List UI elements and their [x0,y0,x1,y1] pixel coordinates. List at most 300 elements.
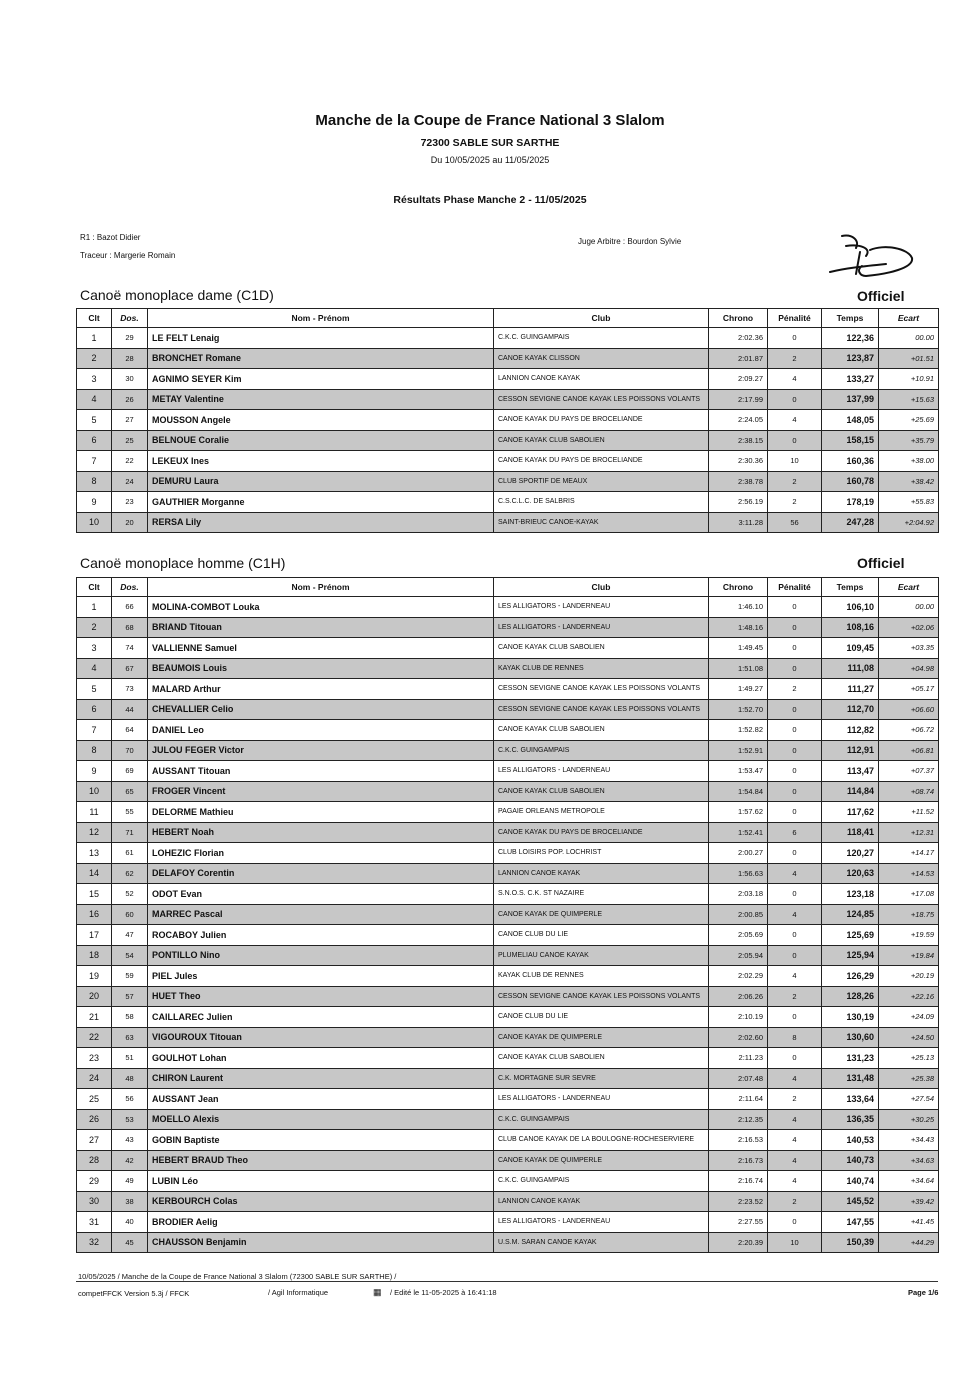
chrono-cell: 1:52.91 [709,740,768,761]
club-cell: CLUB SPORTIF DE MEAUX [494,471,709,492]
c1h-section-title: Canoë monoplace homme (C1H) [80,555,286,571]
chrono-cell: 2:11.64 [709,1089,768,1110]
gap-cell: +35.79 [879,430,939,451]
penalty-cell: 2 [768,348,822,369]
table-row [77,802,939,823]
chrono-cell: 1:56.63 [709,863,768,884]
rank-cell: 6 [77,430,112,451]
chrono-cell: 2:30.36 [709,451,768,472]
name-cell: ROCABOY Julien [148,925,494,946]
gap-cell: +02.06 [879,617,939,638]
penalty-cell: 0 [768,802,822,823]
penalty-cell: 0 [768,884,822,905]
penalty-cell: 4 [768,966,822,987]
bib-cell: 44 [112,699,148,720]
c1d-status: Officiel [857,288,905,304]
time-cell: 133,27 [822,369,879,390]
table-row [77,843,939,864]
rank-cell: 11 [77,802,112,823]
club-cell: C.S.C.L.C. DE SALBRIS [494,492,709,513]
col-chrono: Chrono [709,578,768,597]
c1h-status: Officiel [857,555,905,571]
time-cell: 140,74 [822,1171,879,1192]
penalty-cell: 0 [768,761,822,782]
name-cell: PONTILLO Nino [148,945,494,966]
gap-cell: +2:04.92 [879,512,939,533]
time-cell: 111,27 [822,679,879,700]
bib-cell: 25 [112,430,148,451]
table-row [77,1171,939,1192]
rank-cell: 12 [77,822,112,843]
name-cell: GAUTHIER Morganne [148,492,494,513]
bib-cell: 56 [112,1089,148,1110]
chrono-cell: 2:00.27 [709,843,768,864]
table-row [77,863,939,884]
table-row [77,1007,939,1028]
gap-cell: +24.50 [879,1027,939,1048]
gap-cell: +15.63 [879,389,939,410]
penalty-cell: 56 [768,512,822,533]
table-row [77,369,939,390]
time-cell: 150,39 [822,1232,879,1253]
rank-cell: 20 [77,986,112,1007]
col-penalite: Pénalité [768,578,822,597]
rank-cell: 8 [77,471,112,492]
footer-edited: / Edité le 11-05-2025 à 16:41:18 [390,1288,497,1297]
time-cell: 137,99 [822,389,879,410]
penalty-cell: 0 [768,389,822,410]
time-cell: 120,63 [822,863,879,884]
time-cell: 106,10 [822,597,879,618]
gap-cell: +01.51 [879,348,939,369]
time-cell: 136,35 [822,1109,879,1130]
chrono-cell: 2:02.29 [709,966,768,987]
club-cell: PLUMELIAU CANOE KAYAK [494,945,709,966]
gap-cell: +05.17 [879,679,939,700]
table-row [77,492,939,513]
club-cell: LES ALLIGATORS - LANDERNEAU [494,1089,709,1110]
time-cell: 117,62 [822,802,879,823]
table-row [77,904,939,925]
bib-cell: 48 [112,1068,148,1089]
penalty-cell: 4 [768,1109,822,1130]
penalty-cell: 4 [768,904,822,925]
footer-version: competFFCK Version 5.3j / FFCK [78,1289,190,1298]
club-cell: LANNION CANOE KAYAK [494,863,709,884]
bib-cell: 28 [112,348,148,369]
club-cell: CESSON SEVIGNE CANOE KAYAK LES POISSONS VOLANTS [494,679,709,700]
chrono-cell: 2:11.23 [709,1048,768,1069]
name-cell: MOUSSON Angele [148,410,494,431]
table-row [77,1212,939,1233]
rank-cell: 8 [77,740,112,761]
penalty-cell: 2 [768,986,822,1007]
gap-cell: +41.45 [879,1212,939,1233]
time-cell: 125,94 [822,945,879,966]
time-cell: 125,69 [822,925,879,946]
penalty-cell: 2 [768,492,822,513]
phase-title: Résultats Phase Manche 2 - 11/05/2025 [393,194,587,206]
chrono-cell: 1:52.70 [709,699,768,720]
col-nom: Nom - Prénom [148,578,494,597]
gap-cell: 00.00 [879,597,939,618]
juge-label: Juge Arbitre : Bourdon Sylvie [578,237,682,246]
bib-cell: 70 [112,740,148,761]
chrono-cell: 2:38.78 [709,471,768,492]
club-cell: CANOE KAYAK DU PAYS DE BROCELIANDE [494,822,709,843]
penalty-cell: 2 [768,1191,822,1212]
table-row [77,430,939,451]
chrono-cell: 2:16.53 [709,1130,768,1151]
rank-cell: 9 [77,492,112,513]
bib-cell: 55 [112,802,148,823]
club-cell: CESSON SEVIGNE CANOE KAYAK LES POISSONS VOLANTS [494,389,709,410]
bib-cell: 65 [112,781,148,802]
club-cell: PAGAIE ORLEANS METROPOLE [494,802,709,823]
penalty-cell: 0 [768,617,822,638]
bib-cell: 69 [112,761,148,782]
rank-cell: 2 [77,617,112,638]
col-club: Club [494,309,709,328]
penalty-cell: 10 [768,1232,822,1253]
penalty-cell: 2 [768,679,822,700]
time-cell: 122,36 [822,328,879,349]
chrono-cell: 2:05.94 [709,945,768,966]
col-ecart: Ecart [879,309,939,328]
gap-cell: +18.75 [879,904,939,925]
rank-cell: 23 [77,1048,112,1069]
club-cell: LES ALLIGATORS - LANDERNEAU [494,761,709,782]
table-row [77,471,939,492]
name-cell: VALLIENNE Samuel [148,638,494,659]
name-cell: GOULHOT Lohan [148,1048,494,1069]
chrono-cell: 1:53.47 [709,761,768,782]
club-cell: CANOE KAYAK DU PAYS DE BROCELIANDE [494,451,709,472]
time-cell: 108,16 [822,617,879,638]
name-cell: ODOT Evan [148,884,494,905]
footer-agil: / Agil Informatique [268,1288,329,1297]
chrono-cell: 1:52.41 [709,822,768,843]
table-row [77,597,939,618]
gap-cell: +08.74 [879,781,939,802]
time-cell: 133,64 [822,1089,879,1110]
bib-cell: 24 [112,471,148,492]
penalty-cell: 0 [768,781,822,802]
penalty-cell: 0 [768,1048,822,1069]
name-cell: HUET Theo [148,986,494,1007]
gap-cell: +34.64 [879,1171,939,1192]
rank-cell: 9 [77,761,112,782]
rank-cell: 21 [77,1007,112,1028]
name-cell: MARREC Pascal [148,904,494,925]
club-cell: CESSON SEVIGNE CANOE KAYAK LES POISSONS VOLANTS [494,699,709,720]
chrono-cell: 2:27.55 [709,1212,768,1233]
table-row [77,328,939,349]
document-title: Manche de la Coupe de France National 3 Slalom [315,112,665,129]
table-row [77,761,939,782]
traceur-label: Traceur : Margerie Romain [80,251,176,260]
bib-cell: 74 [112,638,148,659]
penalty-cell: 2 [768,471,822,492]
table-row [77,966,939,987]
club-cell: CANOE KAYAK DE QUIMPERLE [494,1027,709,1048]
chrono-cell: 1:54.84 [709,781,768,802]
name-cell: BRIAND Titouan [148,617,494,638]
rank-cell: 30 [77,1191,112,1212]
table-row [77,699,939,720]
chrono-cell: 2:38.15 [709,430,768,451]
club-cell: CANOE KAYAK CLUB SABOLIEN [494,430,709,451]
bib-cell: 66 [112,597,148,618]
club-cell: U.S.M. SARAN CANOE KAYAK [494,1232,709,1253]
name-cell: VIGOUROUX Titouan [148,1027,494,1048]
gap-cell: +24.09 [879,1007,939,1028]
penalty-cell: 2 [768,1089,822,1110]
gap-cell: +39.42 [879,1191,939,1212]
time-cell: 113,47 [822,761,879,782]
rank-cell: 4 [77,389,112,410]
col-clt: Clt [77,309,112,328]
rank-cell: 1 [77,597,112,618]
name-cell: BELNOUE Coralie [148,430,494,451]
bib-cell: 63 [112,1027,148,1048]
chrono-cell: 2:06.26 [709,986,768,1007]
rank-cell: 3 [77,369,112,390]
penalty-cell: 0 [768,699,822,720]
club-cell: CANOE CLUB DU LIE [494,925,709,946]
rank-cell: 10 [77,781,112,802]
gap-cell: +11.52 [879,802,939,823]
table-row [77,1089,939,1110]
table-row [77,1048,939,1069]
bib-cell: 62 [112,863,148,884]
gap-cell: +06.60 [879,699,939,720]
chrono-cell: 1:48.16 [709,617,768,638]
chrono-cell: 1:51.08 [709,658,768,679]
rank-cell: 25 [77,1089,112,1110]
rank-cell: 7 [77,720,112,741]
rank-cell: 27 [77,1130,112,1151]
club-cell: LANNION CANOE KAYAK [494,1191,709,1212]
rank-cell: 18 [77,945,112,966]
gap-cell: +04.98 [879,658,939,679]
table-row [77,638,939,659]
table-row [77,986,939,1007]
penalty-cell: 6 [768,822,822,843]
footer-page: Page 1/6 [908,1288,939,1297]
name-cell: MOELLO Alexis [148,1109,494,1130]
time-cell: 112,70 [822,699,879,720]
time-cell: 147,55 [822,1212,879,1233]
gap-cell: +12.31 [879,822,939,843]
table-row [77,884,939,905]
chrono-cell: 2:03.18 [709,884,768,905]
club-cell: CANOE KAYAK DU PAYS DE BROCELIANDE [494,410,709,431]
chrono-cell: 2:12.35 [709,1109,768,1130]
gap-cell: +44.29 [879,1232,939,1253]
rank-cell: 17 [77,925,112,946]
chrono-cell: 1:49.27 [709,679,768,700]
penalty-cell: 0 [768,1212,822,1233]
table-header-row [77,578,939,597]
club-cell: CESSON SEVIGNE CANOE KAYAK LES POISSONS VOLANTS [494,986,709,1007]
gap-cell: +27.54 [879,1089,939,1110]
penalty-cell: 0 [768,925,822,946]
col-nom: Nom - Prénom [148,309,494,328]
name-cell: CHAUSSON Benjamin [148,1232,494,1253]
r1-label: R1 : Bazot Didier [80,233,141,242]
table-row [77,1130,939,1151]
gap-cell: +03.35 [879,638,939,659]
time-cell: 112,82 [822,720,879,741]
penalty-cell: 4 [768,863,822,884]
penalty-cell: 10 [768,451,822,472]
gap-cell: +34.43 [879,1130,939,1151]
club-cell: CANOE CLUB DU LIE [494,1007,709,1028]
footer-divider [76,1281,938,1282]
name-cell: LOHEZIC Florian [148,843,494,864]
time-cell: 109,45 [822,638,879,659]
bib-cell: 54 [112,945,148,966]
rank-cell: 7 [77,451,112,472]
gap-cell: +07.37 [879,761,939,782]
time-cell: 124,85 [822,904,879,925]
name-cell: PIEL Jules [148,966,494,987]
club-cell: LES ALLIGATORS - LANDERNEAU [494,597,709,618]
gap-cell: +30.25 [879,1109,939,1130]
name-cell: JULOU FEGER Victor [148,740,494,761]
bib-cell: 38 [112,1191,148,1212]
name-cell: AUSSANT Jean [148,1089,494,1110]
time-cell: 123,87 [822,348,879,369]
chrono-cell: 2:16.74 [709,1171,768,1192]
table-row [77,617,939,638]
penalty-cell: 4 [768,410,822,431]
table-row [77,1150,939,1171]
club-cell: CANOE KAYAK CLUB SABOLIEN [494,1048,709,1069]
time-cell: 126,29 [822,966,879,987]
table-row [77,1068,939,1089]
rank-cell: 1 [77,328,112,349]
rank-cell: 4 [77,658,112,679]
rank-cell: 10 [77,512,112,533]
chrono-cell: 2:17.99 [709,389,768,410]
bib-cell: 52 [112,884,148,905]
name-cell: CAILLAREC Julien [148,1007,494,1028]
bib-cell: 22 [112,451,148,472]
rank-cell: 16 [77,904,112,925]
club-cell: KAYAK CLUB DE RENNES [494,966,709,987]
penalty-cell: 0 [768,720,822,741]
rank-cell: 26 [77,1109,112,1130]
gap-cell: +38.00 [879,451,939,472]
name-cell: AUSSANT Titouan [148,761,494,782]
penalty-cell: 0 [768,945,822,966]
gap-cell: +19.59 [879,925,939,946]
time-cell: 140,53 [822,1130,879,1151]
bib-cell: 43 [112,1130,148,1151]
time-cell: 112,91 [822,740,879,761]
penalty-cell: 4 [768,1171,822,1192]
name-cell: DEMURU Laura [148,471,494,492]
gap-cell: +25.38 [879,1068,939,1089]
col-temps: Temps [822,309,879,328]
penalty-cell: 0 [768,740,822,761]
penalty-cell: 4 [768,369,822,390]
penalty-cell: 8 [768,1027,822,1048]
penalty-cell: 4 [768,1130,822,1151]
bib-cell: 68 [112,617,148,638]
penalty-cell: 4 [768,1150,822,1171]
c1h-results-table [76,577,939,1253]
time-cell: 148,05 [822,410,879,431]
name-cell: DELAFOY Corentin [148,863,494,884]
bib-cell: 47 [112,925,148,946]
gap-cell: +38.42 [879,471,939,492]
club-cell: CANOE KAYAK CLUB SABOLIEN [494,720,709,741]
table-row [77,822,939,843]
name-cell: KERBOURCH Colas [148,1191,494,1212]
bib-cell: 53 [112,1109,148,1130]
name-cell: LE FELT Lenaig [148,328,494,349]
rank-cell: 31 [77,1212,112,1233]
name-cell: MOLINA-COMBOT Louka [148,597,494,618]
bib-cell: 71 [112,822,148,843]
chrono-cell: 1:46.10 [709,597,768,618]
gap-cell: +55.83 [879,492,939,513]
table-row [77,512,939,533]
gap-cell: +19.84 [879,945,939,966]
table-header-row [77,309,939,328]
rank-cell: 2 [77,348,112,369]
time-cell: 130,19 [822,1007,879,1028]
chrono-cell: 2:05.69 [709,925,768,946]
time-cell: 123,18 [822,884,879,905]
club-cell: LANNION CANOE KAYAK [494,369,709,390]
chrono-cell: 1:49.45 [709,638,768,659]
col-chrono: Chrono [709,309,768,328]
bib-cell: 42 [112,1150,148,1171]
time-cell: 128,26 [822,986,879,1007]
event-dates: Du 10/05/2025 au 11/05/2025 [430,155,550,165]
signature-icon [826,228,916,284]
rank-cell: 14 [77,863,112,884]
c1d-section-title: Canoë monoplace dame (C1D) [80,287,274,303]
rank-cell: 29 [77,1171,112,1192]
name-cell: BRONCHET Romane [148,348,494,369]
club-cell: CANOE KAYAK CLISSON [494,348,709,369]
event-location: 72300 SABLE SUR SARTHE [420,137,560,149]
chrono-cell: 2:56.19 [709,492,768,513]
rank-cell: 15 [77,884,112,905]
club-cell: LES ALLIGATORS - LANDERNEAU [494,617,709,638]
time-cell: 140,73 [822,1150,879,1171]
time-cell: 111,08 [822,658,879,679]
col-ecart: Ecart [879,578,939,597]
penalty-cell: 4 [768,1068,822,1089]
rank-cell: 5 [77,679,112,700]
club-cell: CLUB CANOE KAYAK DE LA BOULOGNE-ROCHESERVIERE [494,1130,709,1151]
club-cell: S.N.O.S. C.K. ST NAZAIRE [494,884,709,905]
table-row [77,410,939,431]
table-row [77,781,939,802]
time-cell: 131,23 [822,1048,879,1069]
chrono-cell: 2:00.85 [709,904,768,925]
rank-cell: 5 [77,410,112,431]
time-cell: 247,28 [822,512,879,533]
table-row [77,740,939,761]
table-row [77,451,939,472]
